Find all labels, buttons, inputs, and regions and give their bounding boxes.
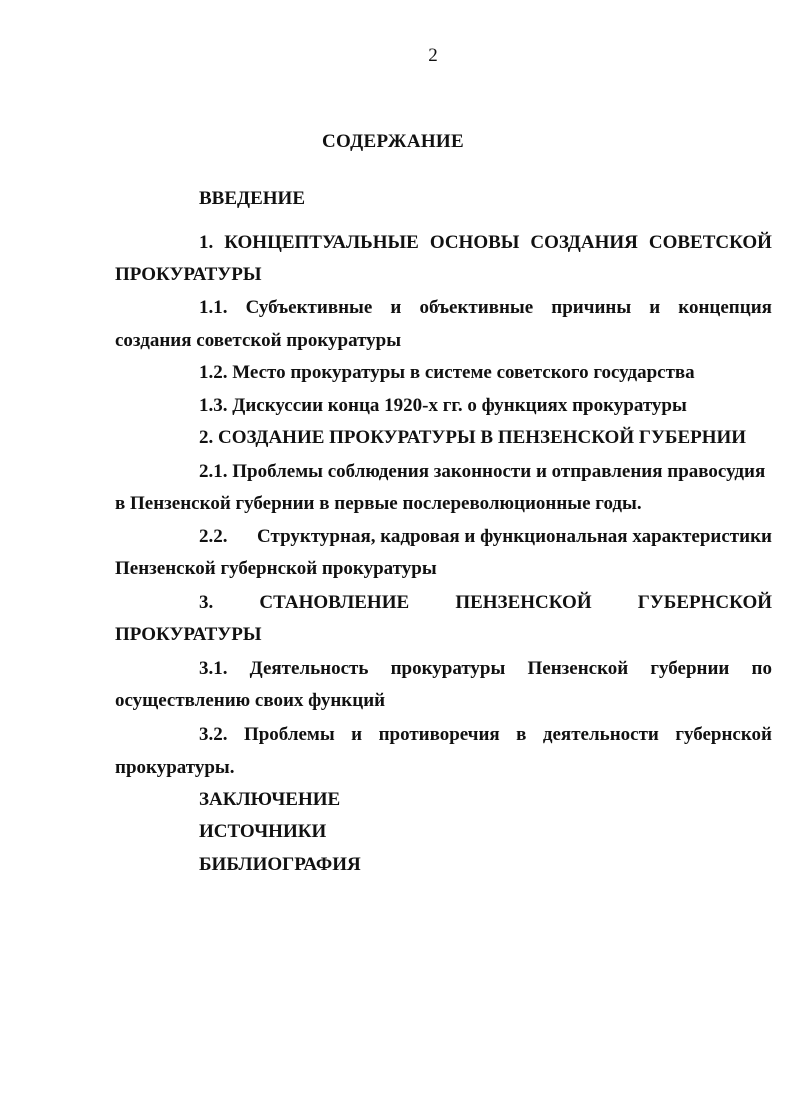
toc-title: СОДЕРЖАНИЕ [322,131,464,152]
toc-entry-section-2-1-cont[interactable]: в Пензенской губернии в первые послереволюционные годы. [115,493,642,514]
toc-entry-chapter-2[interactable]: 2. СОЗДАНИЕ ПРОКУРАТУРЫ В ПЕНЗЕНСКОЙ ГУБЕРНИИ [199,427,747,448]
toc-entry-section-1-2[interactable]: 1.2. Место прокуратуры в системе советского государства [199,362,695,383]
toc-word: КОНЦЕПТУАЛЬНЫЕ [224,232,419,253]
toc-word: Пензенской [527,658,629,679]
toc-word: Структурная, кадровая и функциональная характеристики [257,526,772,547]
toc-word: 1.1. [199,297,228,318]
toc-word: Деятельность [249,658,369,679]
toc-word: губернской [675,724,772,745]
toc-word: 3. [199,592,214,613]
toc-entry-chapter-1-cont[interactable]: ПРОКУРАТУРЫ [115,264,262,285]
toc-entry-bibliography[interactable]: БИБЛИОГРАФИЯ [199,854,361,875]
toc-word: концепция [678,297,772,318]
toc-entry-section-2-2[interactable] [199,526,772,548]
toc-word: Проблемы [243,724,335,745]
toc-word: 3.1. [199,658,228,679]
toc-word: 1. [199,232,214,253]
toc-word: противоречия [378,724,500,745]
toc-entry-section-2-2-cont[interactable]: Пензенской губернской прокуратуры [115,558,437,579]
toc-entry-sources[interactable]: ИСТОЧНИКИ [199,821,327,842]
toc-entry-section-1-3[interactable]: 1.3. Дискуссии конца 1920-х гг. о функциях прокуратуры [199,395,687,416]
toc-word: Субъективные [245,297,373,318]
toc-entry-section-1-1-cont[interactable]: создания советской прокуратуры [115,330,402,351]
toc-entry-section-3-2[interactable] [199,724,772,746]
toc-word: 2.2. [199,526,228,547]
page-number: 2 [428,45,438,66]
toc-word: ГУБЕРНСКОЙ [637,592,772,613]
toc-entry-conclusion[interactable]: ЗАКЛЮЧЕНИЕ [199,789,341,810]
toc-entry-chapter-3[interactable] [199,592,772,614]
toc-word: СОЗДАНИЯ [530,232,638,253]
toc-word: ОСНОВЫ [429,232,520,253]
toc-word: СТАНОВЛЕНИЕ [259,592,410,613]
toc-word: в [516,724,527,745]
toc-entry-section-1-1[interactable] [199,297,772,319]
toc-entry-chapter-3-cont[interactable]: ПРОКУРАТУРЫ [115,624,262,645]
toc-word: по [751,658,772,679]
toc-word: и [351,724,363,745]
toc-word: деятельности [542,724,659,745]
toc-entry-section-3-1-cont[interactable]: осуществлению своих функций [115,690,386,711]
toc-entry-chapter-1[interactable] [199,232,772,254]
toc-entry-section-3-2-cont[interactable]: прокуратуры. [115,757,235,778]
toc-word: СОВЕТСКОЙ [648,232,772,253]
toc-word: причины [551,297,632,318]
toc-word: прокуратуры [390,658,506,679]
toc-word: ПЕНЗЕНСКОЙ [455,592,592,613]
toc-entry-introduction[interactable]: ВВЕДЕНИЕ [199,188,305,209]
toc-word: объективные [419,297,534,318]
toc-entry-section-3-1[interactable] [199,658,772,680]
toc-word: и [390,297,402,318]
toc-word: и [649,297,661,318]
toc-entry-section-2-1[interactable]: 2.1. Проблемы соблюдения законности и отправления правосудия [199,461,766,482]
toc-word: 3.2. [199,724,228,745]
toc-word: губернии [650,658,730,679]
